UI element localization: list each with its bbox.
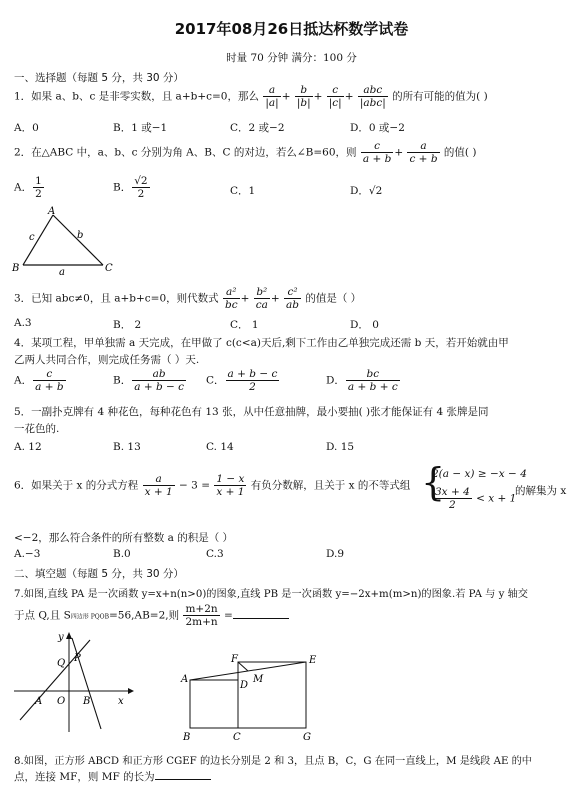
- q6-mid-text: 有负分数解，且关于 x 的不等式组: [250, 479, 411, 492]
- q3-option-a: A.3: [14, 317, 32, 329]
- q6-inequality-1: 2(a − x) ≥ −x − 4: [432, 468, 527, 480]
- q5-option-a: A. 12: [14, 441, 42, 453]
- line-pa: [20, 640, 90, 720]
- q2-option-a: A． $\frac{1}{2}$: [14, 175, 42, 200]
- q3-stem: 3．已知 abc≠0，且 a+b+c=0，则代数式: [14, 292, 219, 305]
- vertex-c-label: C: [105, 263, 113, 274]
- q3-option-d: D． 0: [350, 319, 379, 331]
- q1-frac-3: $\frac{c}{|c|}$: [328, 84, 342, 109]
- q6-inequality-2: $\frac{3x + 4}{2}$ < x + 1: [435, 486, 517, 511]
- q3-option-c: C． 1: [230, 319, 259, 331]
- vertex-b-label: B: [12, 263, 20, 274]
- q3-frac-3: $\frac{\text{c²}}{ab}$: [286, 286, 299, 311]
- q1-frac-4: abc |abc|: [359, 84, 386, 109]
- q4-option-d: D． $\frac{bc}{a + b + c}$: [326, 368, 398, 393]
- section-fill-heading: 二、填空题（每题 5 分，共 30 分）: [14, 568, 184, 580]
- q3-tail: 的值是（ ）: [305, 292, 362, 305]
- question-2: 2．在△ABC 中，a、b、c 分别为角 A、B、C 的对边，若么∠B=60，则 $\frac{c}{a + b}$ + $\frac{a}{c + b}$ 的值( ): [14, 140, 477, 165]
- q4-option-a: A． $\frac{c}{a + b}$: [14, 368, 64, 393]
- question-3: 3．已知 abc≠0，且 a+b+c=0，则代数式 $\frac{\text{a²}}{bc}$ + $\frac{\text{b²}}{ca}$ + $\frac{\text{c²}}{ab}$ 的值是（ ）: [14, 286, 362, 311]
- question-8-line-1: 8.如图，正方形 ABCD 和正方形 CGEF 的边长分别是 2 和 3，且点 B，C，G 在同一直线上，M 是线段 AE 的中: [14, 756, 532, 767]
- q3-option-b: B． 2: [113, 319, 142, 331]
- q6-frac-2: $\frac{1 - x}{x + 1}$: [216, 473, 245, 498]
- side-b-label: b: [77, 230, 84, 241]
- q2-frac-1: $\frac{c}{a + b}$: [362, 140, 392, 165]
- point-a-label: A: [35, 696, 43, 707]
- page-title: 2017年08月26日抵达杯数学试卷: [174, 20, 409, 38]
- q5-option-c: C. 14: [206, 441, 234, 453]
- point-q-label: Q: [57, 658, 66, 669]
- side-c: [23, 215, 53, 265]
- q5-option-d: D. 15: [326, 441, 355, 453]
- q1-option-c: C．2 或−2: [230, 122, 285, 134]
- q6-option-c: C.3: [206, 548, 224, 560]
- q1-frac-2: $\frac{b}{|b|}$: [296, 84, 311, 109]
- q6-option-b: B.0: [113, 548, 131, 560]
- section-choice-heading: 一、选择题（每题 5 分，共 30 分）: [14, 72, 184, 84]
- question-8-line-2: 点，连接 MF，则 MF 的长为: [14, 769, 211, 784]
- point-m-label: M: [253, 674, 264, 685]
- y-axis-arrow: [66, 632, 72, 639]
- side-a-label: a: [59, 267, 65, 277]
- point-b-label-8: B: [183, 732, 191, 743]
- x-axis-arrow: [128, 688, 134, 694]
- inequality-brace: {: [421, 460, 446, 504]
- point-p-label: P: [74, 653, 81, 664]
- q3-frac-1: $\frac{\text{a²}}{bc}$: [224, 286, 238, 311]
- vertex-a-label: A: [48, 206, 56, 217]
- q4-option-c: C． $\frac{a + b - c}{2}$: [206, 368, 278, 393]
- q3-frac-2: $\frac{\text{b²}}{ca}$: [255, 286, 268, 311]
- q2-option-c: C．1: [230, 185, 256, 197]
- question-7-line-1: 7.如图,直线 PA 是一次函数 y=x+n(n>0)的图象,直线 PB 是一次函数 y=−2x+m(m>n)的图象.若 PA 与 y 轴交: [14, 589, 528, 600]
- y-axis-label: y: [58, 632, 64, 643]
- line-pb: [72, 638, 101, 729]
- point-e-label: E: [309, 655, 317, 666]
- q1-stem: 1．如果 a、b、c 是非零实数，且 a+b+c=0，那么: [14, 90, 259, 103]
- q2-frac-2: $\frac{a}{c + b}$: [409, 140, 438, 165]
- point-c-label: C: [233, 732, 241, 743]
- q1-option-b: B．1 或−1: [113, 122, 168, 134]
- q6-tail: 的解集为 x: [515, 485, 567, 497]
- q1-frac-1: $\frac{a}{|a|}$: [265, 84, 279, 109]
- q2-tail: 的值( ): [443, 146, 477, 159]
- q2-stem: 2．在△ABC 中，a、b、c 分别为角 A、B、C 的对边，若么∠B=60，则: [14, 146, 357, 159]
- q6-stem: 6．如果关于 x 的分式方程: [14, 479, 139, 492]
- q1-option-a: A．0: [14, 122, 39, 134]
- question-6: 6．如果关于 x 的分式方程 $\frac{a}{x + 1}$ − 3 = $\frac{1 - x}{x + 1}$ 有负分数解，且关于 x 的不等式组: [14, 473, 411, 498]
- origin-label: O: [57, 696, 66, 707]
- segment-mf: [238, 662, 248, 671]
- q6-option-a: A.−3: [14, 548, 41, 560]
- question-4-line-1: 4．某项工程，甲单独需 a 天完成，在甲做了 c(c<a)天后,剩下工作由乙单独完成还需 b 天，若开始就由甲: [14, 337, 509, 349]
- point-g-label: G: [303, 732, 311, 743]
- q6-option-d: D.9: [326, 548, 345, 560]
- point-a-label-8: A: [181, 674, 189, 685]
- point-b-label: B: [83, 696, 91, 707]
- x-axis-label: x: [118, 696, 124, 707]
- square-cgef: [238, 662, 306, 728]
- question-5-line-2: 一花色的.: [14, 423, 60, 435]
- triangle-figure: [10, 205, 120, 277]
- point-f-label: F: [231, 654, 238, 665]
- q6-frac-1: $\frac{a}{x + 1}$: [144, 473, 173, 498]
- q2-option-d: D．√2: [350, 185, 383, 197]
- figure-8: [178, 650, 328, 745]
- question-1: 1．如果 a、b、c 是非零实数，且 a+b+c=0，那么 $\frac{a}{|a|}$ + $\frac{b}{|b|}$ + $\frac{c}{|c|}$ + abc |abc| 的所有可能的值为( ): [14, 84, 488, 109]
- question-7-line-2: 于点 Q,且 S四边形 PQOB=56,AB=2,则 $\frac{m+2n}{2m+n}$ =: [14, 603, 289, 628]
- point-d-label: D: [240, 680, 249, 691]
- question-4-line-2: 乙两人共同合作，则完成任务需（ ）天.: [14, 354, 200, 366]
- q4-option-b: B． $\frac{ab}{a + b - c}$: [113, 368, 185, 393]
- question-5-line-1: 5．一副扑克牌有 4 种花色，每种花色有 13 张，从中任意抽牌，最小要抽( )张才能保证有 4 张牌是同: [14, 406, 489, 418]
- q5-option-b: B. 13: [113, 441, 141, 453]
- q2-option-b: B． $\frac{√2}{2}$: [113, 175, 148, 200]
- question-6-line-2: <−2，那么符合条件的所有整数 a 的积是（ ）: [14, 532, 234, 544]
- q1-option-d: D．0 或−2: [350, 122, 405, 134]
- side-c-label: c: [29, 232, 35, 243]
- figure-7: [10, 630, 135, 735]
- q8-answer-blank[interactable]: [155, 779, 211, 780]
- q7-answer-blank[interactable]: [233, 618, 289, 619]
- square-abcd: [190, 680, 238, 728]
- exam-info: 时量 70 分钟 满分：100 分: [226, 52, 357, 64]
- q1-tail: 的所有可能的值为( ): [392, 90, 488, 103]
